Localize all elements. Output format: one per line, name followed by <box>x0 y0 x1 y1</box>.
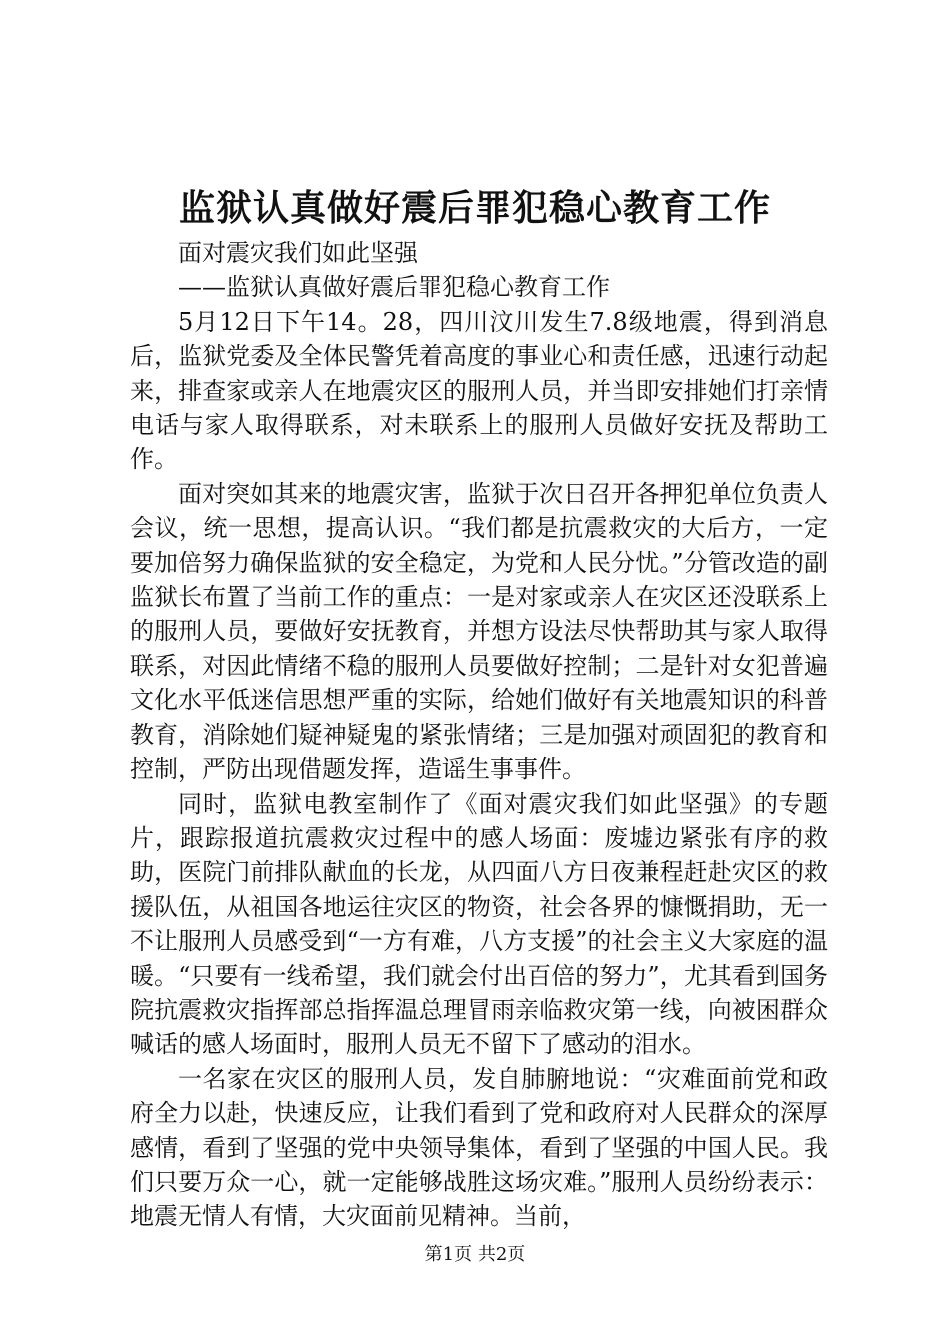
document-body <box>130 236 828 1234</box>
paragraph-2: 面对突如其来的地震灾害，监狱于次日召开各押犯单位负责人会议，统一思想，提高认识。“我们都是抗震救灾的大后方，一定要加倍努力确保监狱的安全稳定，为党和人民分忧。”分管改造的副监狱长布置了当前工作的重点：一是对家或亲人在灾区还没联系上的服刑人员，要做好安抚教育，并想方设法尽快帮助其与家人取得联系，对因此情绪不稳的服刑人员要做好控制；二是针对女犯普遍文化水平低迷信思想严重的实际，给她们做好有关地震知识的科普教育，消除她们疑神疑鬼的紧张情绪；三是加强对顽固犯的教育和控制，严防出现借题发挥，造谣生事事件。 <box>130 479 828 784</box>
paragraph-4: 一名家在灾区的服刑人员，发自肺腑地说：“灾难面前党和政府全力以赴，快速反应，让我们看到了党和政府对人民群众的深厚感情，看到了坚强的党中央领导集体，看到了坚强的中国人民。我们只要万众一心，就一定能够战胜这场灾难。”服刑人员纷纷表示：地震无情人有情，大灾面前见精神。当前， <box>130 1064 828 1231</box>
document-title: 监狱认真做好震后罪犯稳心教育工作 <box>178 187 771 229</box>
page-footer <box>0 1243 950 1267</box>
paragraph-3: 同时，监狱电教室制作了《面对震灾我们如此坚强》的专题片，跟踪报道抗震救灾过程中的感人场面：废墟边紧张有序的救助，医院门前排队献血的长龙，从四面八方日夜兼程赶赴灾区的救援队伍，从祖国各地运往灾区的物资，社会各界的慷慨捐助，无一不让服刑人员感受到“一方有难，八方支援”的社会主义大家庭的温暖。“只要有一线希望，我们就会付出百倍的努力”，尤其看到国务院抗震救灾指挥部总指挥温总理冒雨亲临救灾第一线，向被困群众喊话的感人场面时，服刑人员无不留下了感动的泪水。 <box>130 789 828 1059</box>
subtitle-line: 面对震灾我们如此坚强 <box>178 239 418 267</box>
page-indicator: 第1页 共2页 <box>424 1244 526 1265</box>
paragraph-1: 5月12日下午14。28，四川汶川发生7.8级地震，得到消息后，监狱党委及全体民警凭着高度的事业心和责任感，迅速行动起来，排查家或亲人在地震灾区的服刑人员，并当即安排她们打亲情电话与家人取得联系，对未联系上的服刑人员做好安抚及帮助工作。 <box>130 307 828 474</box>
subheading-line: ——监狱认真做好震后罪犯稳心教育工作 <box>178 273 610 302</box>
